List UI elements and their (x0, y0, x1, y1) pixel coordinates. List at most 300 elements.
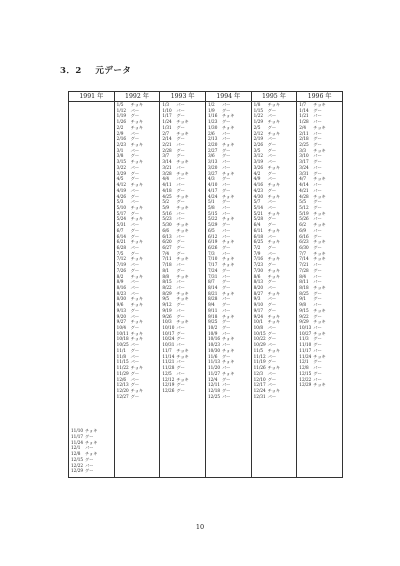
entry-hand: パー (313, 279, 322, 285)
entry-date: 11/24 (299, 353, 312, 359)
entry-date: 7/23 (253, 262, 264, 268)
entry-hand: チョキ (221, 359, 235, 365)
entry-date: 11/3 (299, 336, 309, 342)
entry-hand: チョキ (313, 353, 326, 359)
entry-date: 2/21 (162, 142, 172, 148)
entry-hand: パー (130, 353, 140, 359)
entry-hand: グー (130, 347, 140, 353)
entry-date: 7/18 (162, 262, 172, 268)
entry-date: 7/19 (116, 262, 127, 268)
entry-hand: パー (221, 164, 231, 170)
entry-hand: チョキ (130, 182, 144, 188)
entry-date: 8/6 (253, 273, 261, 279)
entry-date: 8/15 (162, 279, 172, 285)
entry-date: 9/22 (299, 313, 309, 319)
entry-hand: グー (267, 302, 277, 308)
entry-hand: グー (176, 382, 185, 388)
entry-date: 5/29 (207, 222, 218, 228)
entry-hand: パー (130, 107, 140, 113)
entry-date: 1/12 (116, 107, 127, 113)
entry-hand: グー (267, 107, 277, 113)
entry-date: 1/29 (253, 119, 264, 125)
entry-hand: グー (313, 336, 322, 342)
entry-date: 1/14 (299, 107, 309, 113)
entry-hand: チョキ (130, 102, 144, 107)
entry-date: 3/3 (299, 147, 307, 153)
entry-hand: チョキ (130, 159, 144, 165)
entry-date: 5/12 (299, 204, 309, 210)
entry-date: 2/5 (253, 124, 261, 130)
entry-hand: パー (313, 153, 322, 159)
entry-hand: グー (130, 370, 140, 376)
entry-hand: グー (313, 170, 322, 176)
entry-date: 3/22 (116, 164, 127, 170)
entry-date: 7/2 (253, 244, 261, 250)
entry-date: 5/3 (116, 199, 124, 205)
entry-hand: チョキ (176, 353, 189, 359)
entry-date: 9/3 (253, 296, 261, 302)
entry-hand: グー (176, 113, 185, 119)
entry-hand: チョキ (176, 130, 189, 136)
entry-date: 1/26 (116, 119, 127, 125)
entry-date: 9/5 (162, 296, 170, 302)
entry-hand: チョキ (267, 193, 281, 199)
entry-date: 6/6 (162, 227, 170, 233)
entry-hand: グー (130, 153, 140, 159)
entry-hand: パー (267, 382, 277, 388)
entry-date: 10/13 (299, 325, 312, 331)
entry-hand: パー (313, 216, 322, 222)
entry-date: 6/30 (299, 244, 309, 250)
entry-hand: チョキ (267, 387, 281, 393)
entry-date: 7/10 (207, 256, 218, 262)
entry-hand: パー (313, 227, 322, 233)
entry-date: 10/22 (253, 336, 266, 342)
entry-date: 5/8 (207, 204, 215, 210)
entry-hand: パー (313, 164, 322, 170)
entry-date: 10/9 (207, 330, 218, 336)
entry-hand: グー (221, 119, 231, 125)
entry-date: 12/15 (71, 456, 84, 462)
entry-hand: グー (221, 244, 231, 250)
entry-hand: チョキ (130, 119, 144, 125)
entry-date: 7/12 (116, 256, 127, 262)
entry-date: 9/11 (207, 307, 218, 313)
entry-date: 6/28 (116, 244, 127, 250)
table-entry (208, 394, 251, 400)
entry-hand: パー (176, 307, 185, 313)
entry-hand: グー (85, 433, 94, 439)
entry-date: 10/10 (162, 325, 175, 331)
entry-hand: グー (313, 233, 322, 239)
entry-hand: パー (176, 325, 185, 331)
entry-date: 9/29 (299, 319, 309, 325)
entry-date: 12/22 (71, 462, 84, 468)
entry-hand: チョキ (267, 119, 281, 125)
entry-hand: グー (221, 107, 231, 113)
entry-date: 3/10 (299, 153, 309, 159)
entry-date: 8/22 (162, 285, 172, 290)
entry-date: 10/30 (207, 347, 221, 353)
entry-date: 11/15 (116, 359, 129, 365)
entry-hand: パー (267, 370, 277, 376)
entry-hand: チョキ (221, 347, 235, 353)
entry-date: 2/4 (299, 124, 307, 130)
entry-date: 5/30 (162, 222, 172, 228)
entry-date: 10/8 (253, 325, 264, 331)
table-body-row (69, 102, 343, 478)
entry-date: 6/12 (207, 233, 218, 239)
entry-hand: チョキ (221, 216, 235, 222)
entry-hand: パー (130, 262, 140, 268)
entry-hand: パー (130, 244, 140, 250)
entry-date: 4/12 (116, 182, 127, 188)
entry-date: 12/15 (299, 370, 312, 376)
entry-hand: パー (176, 279, 185, 285)
column-1995 (251, 102, 297, 478)
entry-date: 7/7 (299, 250, 307, 256)
section-number: 3．2 (60, 66, 82, 76)
entry-hand: グー (221, 302, 231, 308)
table-entry (299, 382, 342, 388)
table-header-row (69, 92, 343, 102)
entry-hand: グー (221, 353, 231, 359)
entry-date: 7/4 (162, 250, 170, 256)
entry-date: 9/8 (299, 302, 307, 308)
entry-date: 8/16 (116, 285, 127, 290)
entry-date: 2/20 (207, 142, 218, 148)
entry-hand: パー (313, 262, 322, 268)
entry-hand: グー (221, 187, 231, 193)
column-1991 (69, 102, 115, 478)
column-1993 (160, 102, 206, 478)
entry-date: 1/7 (299, 102, 307, 107)
entry-hand: グー (176, 365, 185, 371)
entry-hand: チョキ (313, 222, 326, 228)
entry-date: 4/16 (253, 182, 264, 188)
entry-hand: チョキ (267, 256, 281, 262)
entry-date: 10/31 (162, 342, 175, 348)
entry-hand: チョキ (313, 193, 326, 199)
entry-hand: グー (267, 330, 277, 336)
entry-date: 12/22 (299, 376, 312, 382)
entry-hand: パー (221, 130, 231, 136)
entry-hand: チョキ (176, 193, 189, 199)
entry-date: 2/16 (116, 136, 127, 142)
entry-hand: パー (221, 250, 231, 256)
entry-date: 11/10 (71, 428, 84, 434)
entry-date: 8/25 (299, 290, 309, 296)
entry-hand: グー (176, 239, 185, 245)
header-1991: 1991 年 (69, 92, 115, 102)
entry-hand: チョキ (313, 307, 326, 313)
header-1993: 1993 年 (160, 92, 206, 102)
entry-hand: パー (130, 342, 140, 348)
entry-date: 5/16 (162, 210, 172, 216)
entry-hand: パー (130, 187, 140, 193)
entry-date: 1/21 (299, 113, 309, 119)
entry-date: 4/2 (253, 170, 261, 176)
entry-date: 8/7 (207, 279, 215, 285)
entry-date: 5/9 (162, 204, 170, 210)
entry-date: 8/13 (253, 279, 264, 285)
entry-hand: パー (221, 382, 231, 388)
entry-hand: パー (85, 445, 94, 451)
entry-hand: パー (221, 210, 231, 216)
entry-date: 12/8 (71, 451, 81, 457)
entry-hand: グー (221, 222, 231, 228)
entry-hand: チョキ (267, 267, 281, 273)
entry-date: 9/18 (207, 313, 218, 319)
entry-date: 6/9 (299, 227, 307, 233)
entry-hand: チョキ (85, 439, 98, 445)
entry-hand: パー (176, 262, 185, 268)
entry-hand: グー (130, 393, 140, 399)
entry-hand: パー (267, 199, 277, 205)
entry-date: 10/23 (207, 342, 221, 348)
entry-date: 3/5 (253, 147, 261, 153)
entry-hand: グー (130, 210, 140, 216)
entry-date: 4/21 (299, 187, 309, 193)
entry-date: 12/24 (253, 387, 266, 393)
header-1995: 1995 年 (251, 92, 297, 102)
entry-date: 2/6 (207, 130, 215, 136)
entry-hand: パー (130, 376, 140, 382)
entry-hand: チョキ (130, 319, 144, 325)
entry-hand: グー (221, 285, 231, 290)
entry-date: 12/1 (71, 445, 81, 451)
entry-date: 10/27 (299, 330, 312, 336)
entry-hand: チョキ (221, 193, 235, 199)
entry-hand: チョキ (313, 382, 326, 388)
entry-date: 11/24 (71, 439, 84, 445)
entry-hand: パー (267, 233, 277, 239)
entry-hand: パー (221, 204, 231, 210)
entry-hand: グー (313, 342, 322, 348)
entry-hand: グー (176, 147, 185, 153)
entry-date: 6/18 (253, 233, 264, 239)
entry-hand: チョキ (176, 222, 189, 228)
entry-date: 12/8 (299, 365, 309, 371)
entry-hand: グー (176, 330, 185, 336)
entry-hand: グー (176, 187, 185, 193)
entry-date: 6/19 (207, 239, 218, 245)
entry-hand: パー (221, 102, 231, 107)
entry-hand: グー (221, 153, 231, 159)
entry-date: 8/1 (162, 267, 170, 273)
entry-hand: パー (130, 130, 140, 136)
entry-hand: チョキ (313, 330, 326, 336)
entry-date: 10/24 (162, 336, 175, 342)
entry-date: 8/11 (299, 279, 309, 285)
entry-hand: パー (267, 204, 277, 210)
entry-date: 5/21 (253, 210, 264, 216)
entry-hand: パー (267, 285, 277, 290)
header-1996: 1996 年 (297, 92, 343, 102)
entry-date: 2/2 (116, 124, 124, 130)
column-1994 (205, 102, 251, 478)
entry-hand: パー (176, 359, 185, 365)
entry-date: 1/15 (253, 107, 264, 113)
entry-date: 1/16 (207, 113, 218, 119)
entry-date: 3/17 (299, 159, 309, 165)
entry-date: 5/22 (207, 216, 218, 222)
entry-hand: グー (267, 307, 277, 313)
entry-hand: パー (313, 365, 322, 371)
entry-hand: グー (313, 267, 322, 273)
entry-hand: グー (267, 336, 277, 342)
entry-hand: チョキ (313, 102, 326, 107)
entry-date: 2/27 (207, 147, 218, 153)
entry-hand: チョキ (267, 273, 281, 279)
entry-hand: チョキ (130, 365, 144, 371)
entry-hand: チョキ (221, 239, 235, 245)
entry-hand: チョキ (221, 142, 235, 148)
entry-date: 6/16 (299, 233, 309, 239)
entry-hand: グー (313, 136, 322, 142)
entry-date: 4/17 (207, 187, 218, 193)
entry-date: 11/6 (207, 353, 218, 359)
entry-hand: チョキ (313, 239, 326, 245)
entry-date: 5/26 (299, 216, 309, 222)
entry-hand: チョキ (313, 319, 326, 325)
entry-date: 3/27 (207, 170, 218, 176)
entry-hand: パー (221, 330, 231, 336)
entry-hand: グー (267, 147, 277, 153)
entry-date: 6/13 (162, 233, 172, 239)
entry-hand: グー (267, 222, 277, 228)
entry-date: 11/22 (116, 365, 129, 371)
entry-hand: グー (130, 136, 140, 142)
entry-hand: グー (221, 319, 231, 325)
entry-date: 5/2 (162, 199, 170, 205)
entry-date: 12/4 (207, 376, 218, 382)
entry-hand: チョキ (176, 204, 189, 210)
entry-hand: パー (267, 136, 277, 142)
entry-date: 8/4 (299, 273, 307, 279)
entry-hand: グー (176, 244, 185, 250)
table-entry (254, 394, 297, 400)
entry-date: 4/3 (207, 176, 215, 182)
entry-hand: パー (267, 159, 277, 165)
entry-hand: グー (313, 159, 322, 165)
entry-date: 11/7 (162, 347, 172, 353)
entry-date: 12/31 (253, 393, 266, 399)
entry-date: 11/13 (207, 359, 221, 365)
entry-hand: グー (130, 267, 140, 273)
entry-hand: パー (130, 313, 140, 319)
entry-hand: グー (176, 250, 185, 256)
entry-hand: グー (267, 216, 277, 222)
entry-date: 6/26 (207, 244, 218, 250)
entry-date: 12/18 (207, 387, 221, 393)
entry-date: 10/16 (207, 336, 221, 342)
entry-date: 11/27 (207, 370, 221, 376)
entry-date: 6/14 (116, 233, 127, 239)
entry-date: 1/8 (253, 102, 261, 107)
entry-date: 12/10 (253, 376, 266, 382)
entry-hand: チョキ (313, 176, 326, 182)
entry-date: 8/9 (116, 279, 124, 285)
entry-date: 9/4 (207, 302, 215, 308)
entry-hand: チョキ (85, 428, 98, 434)
entry-date: 4/24 (207, 193, 218, 199)
entry-hand: グー (130, 227, 140, 233)
entry-hand: パー (313, 302, 322, 308)
page-number: 10 (195, 523, 205, 531)
entry-date: 9/6 (116, 302, 124, 308)
entry-date: 3/26 (253, 164, 264, 170)
entry-hand: グー (313, 204, 322, 210)
entry-date: 12/11 (207, 382, 221, 388)
entry-date: 12/19 (162, 382, 175, 388)
entry-date: 10/4 (116, 325, 127, 331)
entry-date: 3/12 (253, 153, 264, 159)
entry-hand: パー (221, 393, 231, 399)
entry-hand: グー (130, 170, 140, 176)
entry-date: 12/29 (299, 382, 312, 388)
entry-hand: チョキ (130, 296, 144, 302)
entry-hand: パー (221, 365, 231, 371)
entry-date: 3/14 (162, 159, 172, 165)
entry-date: 12/20 (116, 387, 129, 393)
entry-date: 2/28 (162, 147, 172, 153)
entry-date: 12/5 (162, 370, 172, 376)
entry-hand: パー (130, 359, 140, 365)
entry-hand: チョキ (267, 227, 281, 233)
entry-date: 1/9 (207, 107, 215, 113)
entry-date: 4/25 (162, 193, 172, 199)
entry-date: 12/26 (162, 387, 175, 393)
entry-date: 10/29 (253, 342, 266, 348)
entry-hand: グー (267, 262, 277, 268)
entry-hand: パー (221, 273, 231, 279)
entry-hand: チョキ (267, 182, 281, 188)
entry-hand: グー (176, 136, 185, 142)
entry-hand: パー (267, 342, 277, 348)
entry-hand: パー (267, 250, 277, 256)
entry-date: 9/27 (116, 319, 127, 325)
entry-hand: パー (267, 176, 277, 182)
entry-date: 1/19 (116, 113, 127, 119)
entry-hand: チョキ (221, 262, 235, 268)
entry-hand: グー (267, 376, 277, 382)
entry-hand: パー (267, 393, 277, 399)
entry-hand: チョキ (221, 290, 235, 296)
entry-date: 3/28 (162, 170, 172, 176)
entry-date: 4/11 (162, 182, 172, 188)
entry-date: 9/15 (299, 307, 309, 313)
entry-hand: グー (130, 382, 140, 388)
entry-date: 10/2 (207, 325, 218, 331)
section-heading (60, 64, 131, 76)
entry-date: 6/2 (299, 222, 307, 228)
entry-hand: グー (221, 147, 231, 153)
entry-date: 1/22 (253, 113, 264, 119)
entry-hand: パー (313, 113, 322, 119)
entry-hand: グー (130, 176, 140, 182)
entry-date: 1/28 (299, 119, 309, 125)
entry-hand: チョキ (176, 119, 189, 125)
entry-hand: チョキ (313, 124, 326, 130)
entry-date: 1/10 (162, 107, 172, 113)
entry-date: 7/21 (299, 262, 309, 268)
entry-date: 10/11 (116, 330, 129, 336)
entry-date: 6/4 (253, 222, 261, 228)
entry-date: 8/2 (116, 273, 124, 279)
entry-date: 3/29 (116, 170, 127, 176)
entry-hand: チョキ (221, 313, 235, 319)
